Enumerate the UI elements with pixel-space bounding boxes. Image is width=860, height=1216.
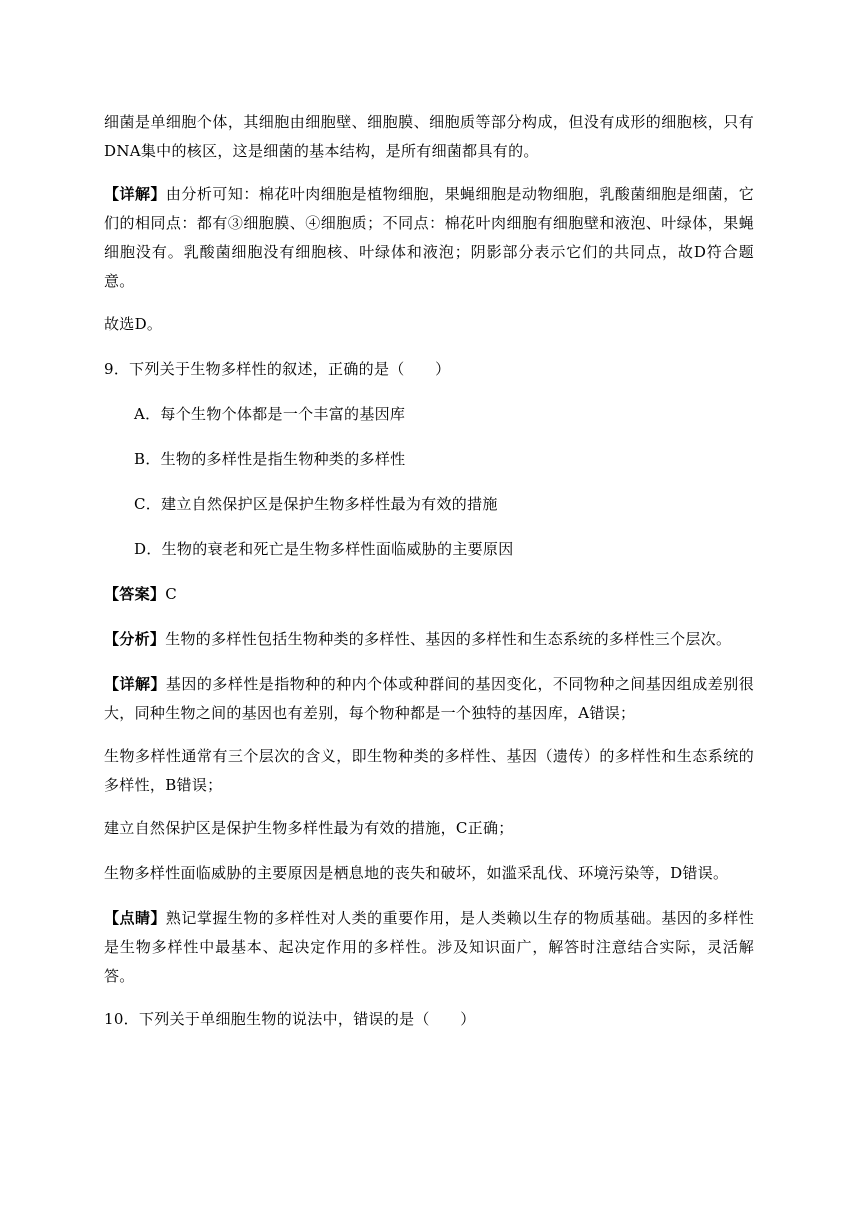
question-9-answer (104, 580, 754, 609)
detail-tag: 【详解】 (104, 675, 166, 693)
question-10-stem (104, 1005, 754, 1034)
option-text: C．建立自然保护区是保护生物多样性最为有效的措施 (134, 495, 498, 513)
answer-value: C (165, 585, 177, 603)
question-9-comment (104, 904, 754, 991)
detail-text: 建立自然保护区是保护生物多样性最为有效的措施，C正确； (104, 819, 514, 837)
question-9-option-a (104, 400, 754, 429)
question-text: 10．下列关于单细胞生物的说法中，错误的是（ ） (104, 1010, 476, 1028)
question-9-analysis (104, 625, 754, 654)
question-9-option-b (104, 445, 754, 474)
answer-tag: 【答案】 (104, 585, 166, 603)
detail-text: 基因的多样性是指物种的种内个体或种群间的基因变化，不同物种之间基因组成差别很大，同种生物之间的基因也有差别，每个物种都是一个独特的基因库，A错误； (104, 675, 754, 722)
analysis-text: 生物的多样性包括生物种类的多样性、基因的多样性和生态系统的多样性三个层次。 (165, 630, 732, 648)
question-9-detail-c (104, 814, 754, 843)
paragraph-text: 细菌是单细胞个体，其细胞由细胞壁、细胞膜、细胞质等部分构成，但没有成形的细胞核，只有DNA集中的核区，这是细菌的基本结构，是所有细菌都具有的。 (104, 113, 754, 160)
comment-tag: 【点睛】 (104, 909, 166, 927)
detail-text: 生物多样性面临威胁的主要原因是栖息地的丧失和破坏，如滥采乱伐、环境污染等，D错误。 (104, 864, 729, 882)
question-9-option-d (104, 535, 754, 564)
question-9-detail-b (104, 742, 754, 800)
paragraph-text: 故选D。 (104, 315, 163, 333)
question-9-option-c (104, 490, 754, 519)
paragraph-bacteria-structure (104, 108, 754, 166)
detail-tag: 【详解】 (104, 185, 166, 203)
question-text: 9．下列关于生物多样性的叙述，正确的是（ ） (104, 360, 451, 378)
analysis-tag: 【分析】 (104, 630, 166, 648)
question-9-stem (104, 355, 754, 384)
paragraph-choice-q8 (104, 310, 754, 339)
paragraph-text: 由分析可知：棉花叶肉细胞是植物细胞，果蝇细胞是动物细胞，乳酸菌细胞是细菌，它们的相同点：都有③细胞膜、④细胞质；不同点：棉花叶肉细胞有细胞壁和液泡、叶绿体，果蝇细胞没有。乳酸菌细胞没有细胞核、叶绿体和液泡；阴影部分表示它们的共同点，故D符合题意。 (104, 185, 754, 290)
question-9-detail-d (104, 859, 754, 888)
detail-text: 生物多样性通常有三个层次的含义，即生物种类的多样性、基因（遗传）的多样性和生态系统的多样性，B错误； (104, 747, 754, 794)
option-text: D．生物的衰老和死亡是生物多样性面临威胁的主要原因 (134, 540, 514, 558)
page-content (104, 108, 754, 1050)
paragraph-detail-q8 (104, 180, 754, 296)
option-text: B．生物的多样性是指生物种类的多样性 (134, 450, 406, 468)
option-text: A．每个生物个体都是一个丰富的基因库 (134, 405, 406, 423)
comment-text: 熟记掌握生物的多样性对人类的重要作用，是人类赖以生存的物质基础。基因的多样性是生物多样性中最基本、起决定作用的多样性。涉及知识面广，解答时注意结合实际，灵活解答。 (104, 909, 754, 985)
question-9-detail (104, 670, 754, 728)
